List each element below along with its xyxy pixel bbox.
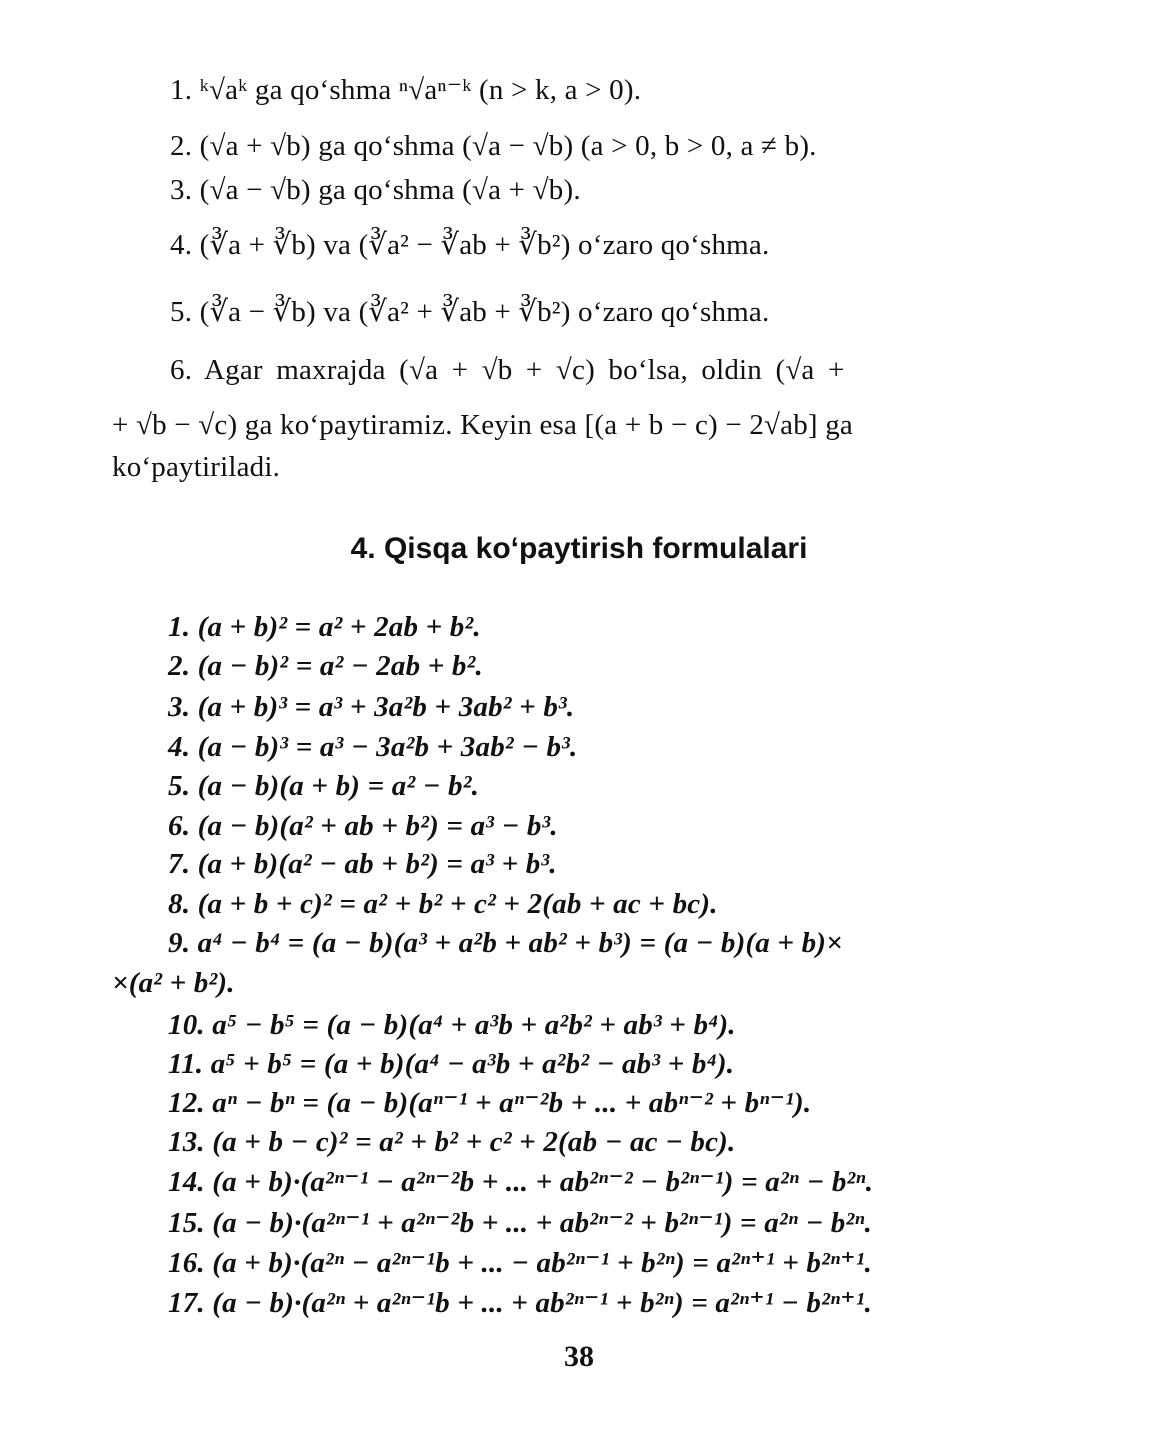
- formula-9-line-1: 9. a⁴ − b⁴ = (a − b)(a³ + a²b + ab² + b³) = (a − b)(a + b)×: [168, 927, 843, 959]
- formula-4: 4. (a − b)³ = a³ − 3a²b + 3ab² − b³.: [168, 731, 578, 763]
- formula-9-line-2: ×(a² + b²).: [112, 967, 235, 999]
- formula-17: 17. (a − b)·(a²ⁿ + a²ⁿ⁻¹b + ... + ab²ⁿ⁻¹ + b²ⁿ) = a²ⁿ⁺¹ − b²ⁿ⁺¹.: [168, 1287, 873, 1319]
- formula-15: 15. (a − b)·(a²ⁿ⁻¹ + a²ⁿ⁻²b + ... + ab²ⁿ⁻² + b²ⁿ⁻¹) = a²ⁿ − b²ⁿ.: [168, 1207, 873, 1239]
- conjugate-item-6-line-2: + √b − √c) ga ko‘paytiramiz. Keyin esa [(a + b − c) − 2√ab] ga: [112, 409, 853, 441]
- formula-8: 8. (a + b + c)² = a² + b² + c² + 2(ab + ac + bc).: [168, 888, 718, 920]
- conjugate-item-6-line-1: 6. Agar maxrajda (√a + √b + √c) bo‘lsa, oldin (√a +: [170, 354, 845, 386]
- formula-16: 16. (a + b)·(a²ⁿ − a²ⁿ⁻¹b + ... − ab²ⁿ⁻¹ + b²ⁿ) = a²ⁿ⁺¹ + b²ⁿ⁺¹.: [168, 1247, 873, 1279]
- formula-13: 13. (a + b − c)² = a² + b² + c² + 2(ab − ac − bc).: [168, 1126, 736, 1158]
- formula-7: 7. (a + b)(a² − ab + b²) = a³ + b³.: [168, 848, 557, 880]
- formula-2: 2. (a − b)² = a² − 2ab + b².: [168, 650, 483, 682]
- conjugate-item-3: 3. (√a − √b) ga qo‘shma (√a + √b).: [170, 174, 581, 206]
- formula-14: 14. (a + b)·(a²ⁿ⁻¹ − a²ⁿ⁻²b + ... + ab²ⁿ⁻² − b²ⁿ⁻¹) = a²ⁿ − b²ⁿ.: [168, 1166, 874, 1198]
- formula-11: 11. a⁵ + b⁵ = (a + b)(a⁴ − a³b + a²b² − ab³ + b⁴).: [168, 1048, 735, 1080]
- conjugate-item-2: 2. (√a + √b) ga qo‘shma (√a − √b) (a > 0, b > 0, a ≠ b).: [170, 130, 817, 162]
- formula-10: 10. a⁵ − b⁵ = (a − b)(a⁴ + a³b + a²b² + ab³ + b⁴).: [168, 1009, 736, 1041]
- formula-5: 5. (a − b)(a + b) = a² − b².: [168, 770, 480, 802]
- page-number: 38: [564, 1340, 594, 1373]
- conjugate-item-4: 4. (∛a + ∛b) va (∛a² − ∛ab + ∛b²) o‘zaro qo‘shma.: [170, 229, 770, 261]
- conjugate-item-6-line-3: ko‘paytiriladi.: [112, 451, 281, 483]
- section-heading: 4. Qisqa ko‘paytirish formulalari: [350, 532, 808, 565]
- formula-3: 3. (a + b)³ = a³ + 3a²b + 3ab² + b³.: [168, 691, 575, 723]
- formula-1: 1. (a + b)² = a² + 2ab + b².: [168, 611, 481, 643]
- formula-12: 12. aⁿ − bⁿ = (a − b)(aⁿ⁻¹ + aⁿ⁻²b + ... + abⁿ⁻² + bⁿ⁻¹).: [168, 1087, 812, 1119]
- conjugate-item-1: 1. ᵏ√aᵏ ga qo‘shma ⁿ√aⁿ⁻ᵏ (n > k, a > 0).: [170, 74, 642, 106]
- formula-6: 6. (a − b)(a² + ab + b²) = a³ − b³.: [168, 810, 558, 842]
- conjugate-item-5: 5. (∛a − ∛b) va (∛a² + ∛ab + ∛b²) o‘zaro qo‘shma.: [170, 296, 770, 328]
